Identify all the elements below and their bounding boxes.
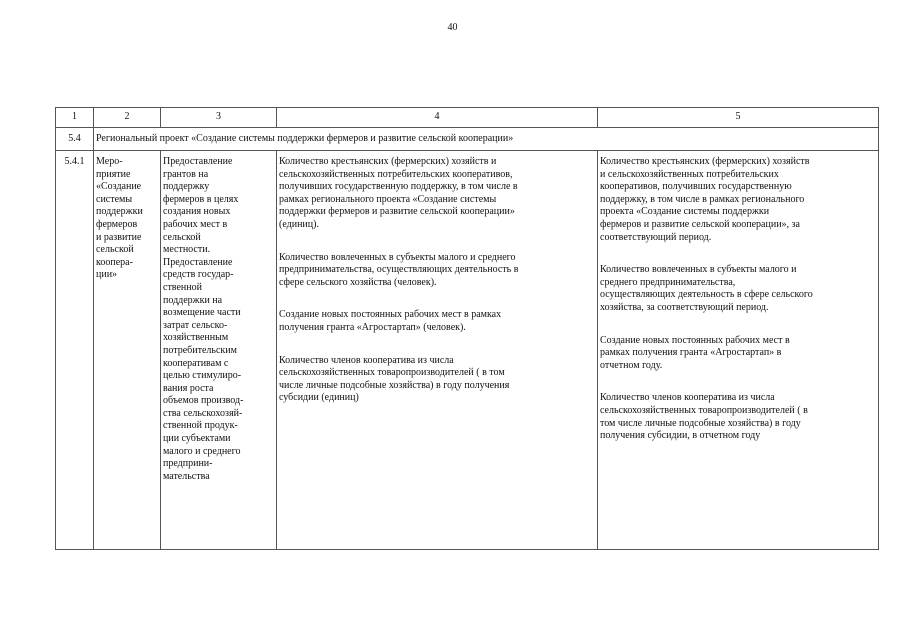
indicator-method-paragraph-line: среднего предпринимательства, [600, 276, 736, 288]
indicator-method-paragraph-line: и сельскохозяйственных потребительских [600, 168, 779, 180]
indicator-paragraph-line: рамках регионального проекта «Создание системы [279, 193, 497, 205]
indicator-method-paragraph [600, 335, 876, 373]
measure-description-line: Предоставление [163, 256, 233, 268]
indicator-paragraph [279, 309, 595, 334]
indicator-method-paragraph-line: поддержку, в том числе в рамках регионального [600, 193, 805, 205]
indicator-paragraph [279, 252, 595, 290]
program-table [55, 107, 879, 550]
measure-description-line: малого и среднего [163, 445, 241, 457]
measure-description-line: создания новых [163, 206, 231, 218]
indicator-paragraph-line: предпринимательства, осуществляющих деятельность в [279, 264, 519, 276]
measure-description-line: потребительским [163, 344, 237, 356]
table-row [56, 151, 879, 550]
measure-description-line: целью стимулиро- [163, 370, 242, 382]
measure-description-line: средств государ- [163, 269, 234, 281]
section-title: Региональный проект «Создание системы поддержки фермеров и развитие сельской кооперации» [94, 128, 879, 151]
section-number: 5.4 [56, 128, 94, 151]
measure-description-line: предприни- [163, 458, 213, 470]
indicators-list [279, 156, 595, 405]
indicator-method-paragraph-line: кооперативов, получивших государственную [600, 181, 792, 193]
measure-description-line: ственной продук- [163, 420, 238, 432]
indicator-paragraph-line: числе личные подсобные хозяйства) в году получения [279, 379, 510, 391]
indicator-method-paragraph-line: фермеров и развитие сельской кооперации», за [600, 218, 800, 230]
measure-name-line: фермеров [96, 218, 138, 230]
measure-description-line: поддержки на [163, 294, 223, 306]
indicator-method-paragraph-line: сельскохозяйственных товаропроизводителей ( в [600, 404, 808, 416]
measure-description-line: объемов производ- [163, 395, 244, 407]
measure-description-line: кооперативам с [163, 357, 229, 369]
measure-name-line: ции» [96, 269, 118, 281]
measure-description-line: хозяйственным [163, 332, 229, 344]
indicator-method-paragraph-line: Количество вовлеченных в субъекты малого и [600, 264, 797, 276]
header-col-3: 3 [161, 108, 277, 128]
measure-name-text [96, 156, 158, 282]
indicator-method-paragraph-line: соответствующий период. [600, 231, 712, 243]
measure-name-line: и развитие [96, 231, 142, 243]
measure-name-line: сельской [96, 244, 134, 256]
row-number: 5.4.1 [56, 151, 94, 550]
header-col-2: 2 [94, 108, 161, 128]
indicator-paragraph [279, 156, 595, 232]
indicator-method-paragraph-line: получения субсидии, в отчетном году [600, 430, 761, 442]
measure-description-line: местности. [163, 244, 211, 256]
indicator-paragraph [279, 355, 595, 405]
measure-description-line: поддержку [163, 181, 210, 193]
indicator-paragraph-line: Количество членов кооператива из числа [279, 354, 454, 366]
header-col-1: 1 [56, 108, 94, 128]
indicator-method-paragraph-line: Количество членов кооператива из числа [600, 392, 775, 404]
indicator-paragraph-line: Количество крестьянских (фермерских) хозяйств и [279, 156, 497, 167]
measure-description-line: ства сельскохозяй- [163, 407, 243, 419]
indicator-methods-cell [598, 151, 879, 550]
measure-name-line: поддержки [96, 206, 143, 218]
indicator-method-paragraph [600, 264, 876, 314]
indicator-method-paragraph-line: осуществляющих деятельность в сфере сельского [600, 289, 813, 301]
measure-description-line: грантов на [163, 168, 209, 180]
header-row [56, 108, 879, 128]
indicator-paragraph-line: (единиц). [279, 218, 319, 230]
indicator-method-paragraph [600, 392, 876, 442]
measure-description-line: возмещение части [163, 307, 241, 319]
measure-description-cell [161, 151, 277, 550]
measure-description-line: ции субъектами [163, 433, 231, 445]
indicator-method-paragraph-line: отчетном году. [600, 359, 663, 371]
indicator-paragraph-line: Количество вовлеченных в субъекты малого и среднего [279, 251, 516, 263]
indicator-paragraph-line: субсидии (единиц) [279, 392, 359, 404]
indicator-paragraph-line: получения гранта «Агростартап» (человек). [279, 321, 466, 333]
measure-description-line: затрат сельско- [163, 319, 228, 331]
indicator-paragraph-line: поддержки фермеров и развитие сельской кооперации» [279, 206, 515, 218]
indicator-method-paragraph [600, 156, 876, 244]
measure-description-text [163, 156, 274, 483]
indicators-cell [277, 151, 598, 550]
measure-name-line: коопера- [96, 256, 133, 268]
measure-name-line: системы [96, 193, 133, 205]
section-row [56, 128, 879, 151]
measure-name-line: «Создание [96, 181, 142, 193]
indicator-method-paragraph-line: Создание новых постоянных рабочих мест в [600, 334, 790, 346]
indicator-method-paragraph-line: проекта «Создание системы поддержки [600, 206, 770, 218]
indicator-paragraph-line: сфере сельского хозяйства (человек). [279, 276, 437, 288]
page-number: 40 [447, 22, 458, 33]
measure-description-line: фермеров в целях [163, 193, 239, 205]
measure-description-line: вания роста [163, 382, 214, 394]
measure-description-line: ственной [163, 281, 202, 293]
indicator-method-paragraph-line: том числе личные подсобные хозяйства) в году [600, 417, 801, 429]
measure-description-line: мательства [163, 470, 210, 482]
measure-name-line: приятие [96, 168, 131, 180]
header-col-5: 5 [598, 108, 879, 128]
indicator-paragraph-line: сельскохозяйственных товаропроизводителей ( в том [279, 367, 505, 379]
indicator-methods-list [600, 156, 876, 443]
indicator-method-paragraph-line: рамках получения гранта «Агростартап» в [600, 347, 782, 359]
measure-name-line: Меро- [96, 156, 123, 167]
measure-description-line: Предоставление [163, 156, 233, 167]
measure-name-cell [94, 151, 161, 550]
indicator-method-paragraph-line: Количество крестьянских (фермерских) хозяйств [600, 156, 810, 167]
indicator-paragraph-line: Создание новых постоянных рабочих мест в рамках [279, 309, 502, 321]
measure-description-line: рабочих мест в [163, 218, 228, 230]
indicator-paragraph-line: сельскохозяйственных потребительских кооперативов, [279, 168, 513, 180]
indicator-paragraph-line: получивших государственную поддержку, в том числе в [279, 181, 518, 193]
header-col-4: 4 [277, 108, 598, 128]
indicator-method-paragraph-line: хозяйства, за соответствующий период. [600, 301, 769, 313]
measure-description-line: сельской [163, 231, 201, 243]
